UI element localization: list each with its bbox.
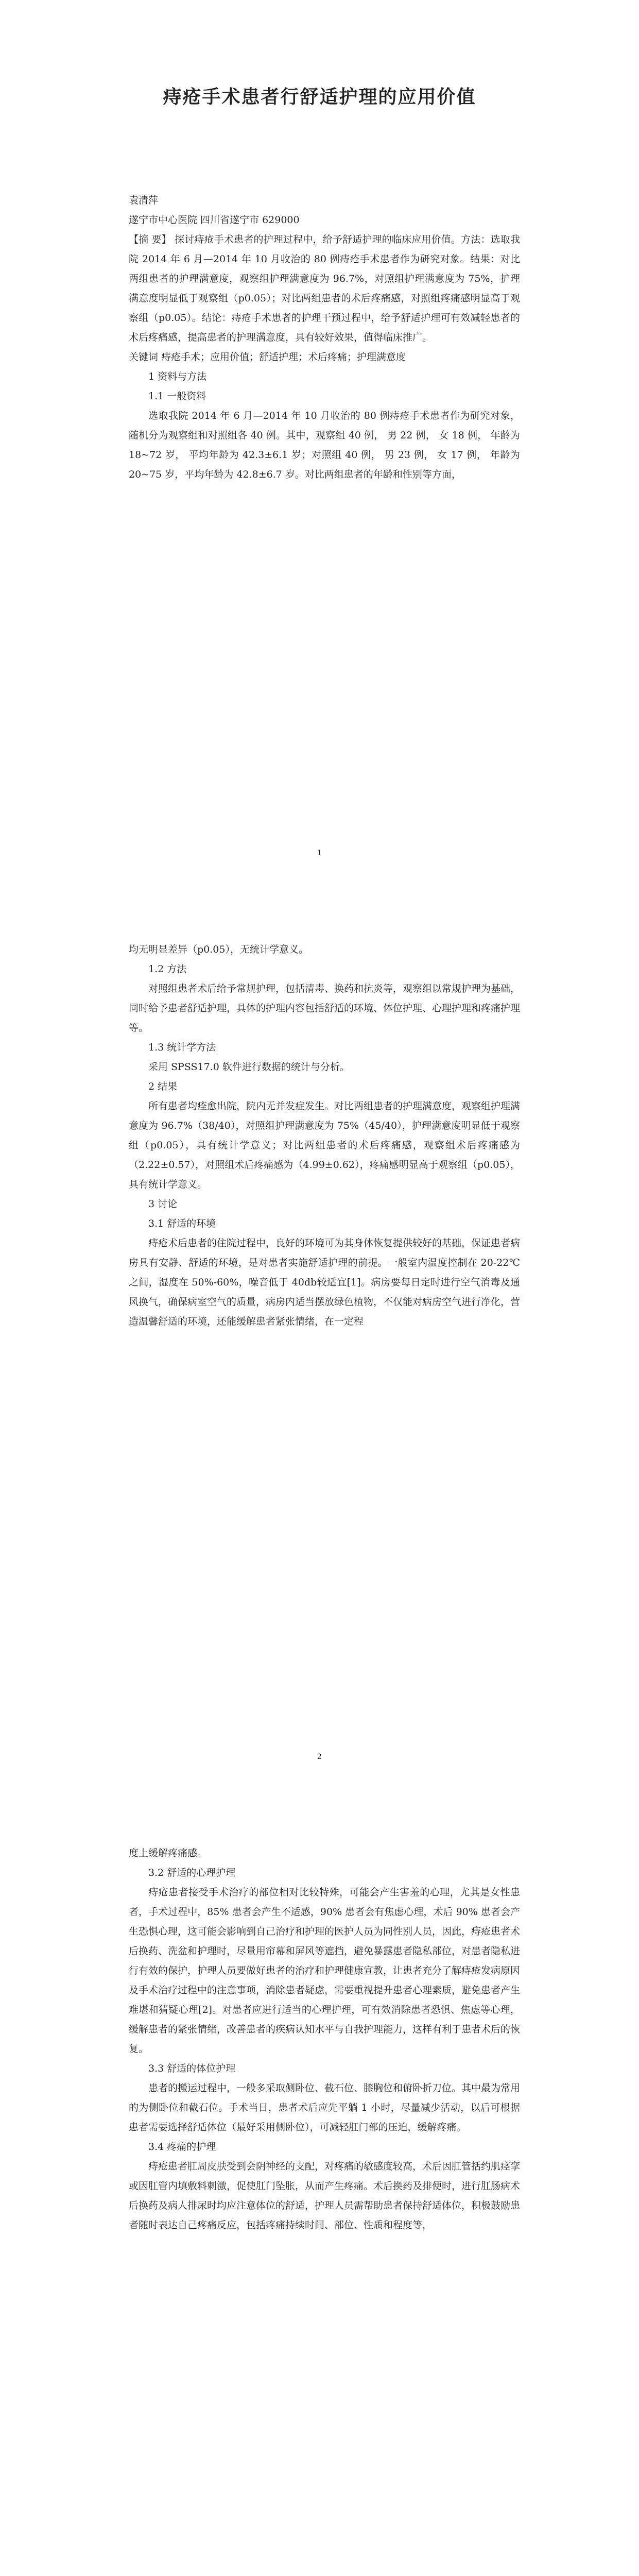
section-3-3-text: 患者的搬运过程中，一般多采取侧卧位、截石位、膝胸位和俯卧折刀位。其中最为常用的为侧卧位和截石位。手术当日，患者术后应先平躺 1 小时，尽量减少活动，以后可根据患者需要选择舒适体位（最好采用侧卧位），可减轻肛门部的压迫，缓解疼痛。 [129, 2082, 521, 2133]
section-3-1-continued: 度上缓解疼痛感。 [129, 1848, 208, 1859]
abstract: 【摘 要】 探讨痔疮手术患者的护理过程中，给予舒适护理的临床应用价值。方法：选取我院 2014 年 6 月—2014 年 10 月收治的 80 例痔疮手术患者作为研究对象。结果：对比两组患者的护理满意度，观察组护理满意度为 96.7%，对照组护理满意度为 75%，护理满意度明显低于观察组（p0.05）；对比两组患者的术后疼痛感，对照组疼痛感明显高于观察组（p0.05）。结论：痔疮手术患者的护理干预过程中，给予舒适护理可有效减轻患者的术后疼痛感，提高患者的护理满意度，具有较好效果，值得临床推广。 [129, 234, 520, 343]
section-3-heading: 3 讨论 [148, 1198, 178, 1210]
page-number: 1 [317, 849, 322, 857]
page-3 [0, 1807, 639, 2576]
section-2-heading: 2 结果 [148, 1081, 178, 1092]
section-3-2-text: 痔疮患者接受手术治疗的部位相对比较特殊，可能会产生害羞的心理，尤其是女性患者，手术过程中，85% 患者会产生不适感，90% 患者会有焦虑心理，术后 90% 患者会产生恐惧心理，这可能会影响到自己治疗和护理的医护人员为同性别人员，因此，痔疮患者术后换药、洗盆和护理时，尽量用帘幕和屏风等遮挡，避免暴露患者隐私部位，对患者隐私进行有效的保护，护理人员要做好患者的治疗和护理健康宣教，让患者充分了解痔疮发病原因及手术治疗过程中的注意事项，消除患者疑虑，需要重视提升患者心理素质，避免患者产生难堪和猜疑心理[2]。对患者应进行适当的心理护理，可有效消除患者恐惧、焦虑等心理，缓解患者的紧张情绪，改善患者的疾病认知水平与自我护理能力，这样有利于患者术后的恢复。 [129, 1887, 521, 2055]
section-1-3-text: 采用 SPSS17.0 软件进行数据的统计与分析。 [148, 1061, 350, 1073]
affiliation: 遂宁市中心医院 四川省遂宁市 629000 [129, 214, 300, 226]
page-1-content [129, 191, 520, 484]
section-3-1-heading: 3.1 舒适的环境 [148, 1218, 216, 1229]
section-1-1-heading: 1.1 一般资料 [148, 391, 206, 402]
section-3-2-heading: 3.2 舒适的心理护理 [148, 1867, 236, 1878]
page-1 [0, 0, 639, 904]
section-3-4-heading: 3.4 疼痛的护理 [148, 2141, 216, 2153]
section-1-3-heading: 1.3 统计学方法 [148, 1042, 216, 1053]
section-1-heading: 1 资料与方法 [148, 371, 207, 382]
section-3-3-heading: 3.3 舒适的体位护理 [148, 2063, 236, 2074]
section-1-1-text: 选取我院 2014 年 6 月—2014 年 10 月收治的 80 例痔疮手术患者作为研究对象，随机分为观察组和对照组各 40 例。其中，观察组 40 例， 男 22 例， 女 18 例， 年龄为 18~72 岁， 平均年龄为 42.3±6.1 岁；对照组 40 例， 男 23 例， 女 17 例， 年龄为 20~75 岁，平均年龄为 42.8±6.7 岁。对比两组患者的年龄和性别等方面， [129, 410, 520, 480]
section-3-1-text: 痔疮术后患者的住院过程中，良好的环境可为其身体恢复提供较好的基础，保证患者病房具有安静、舒适的环境，是对患者实施舒适护理的前提。一般室内温度控制在 20-22℃之间，湿度在 50%-60%，噪音低于 40db较适宜[1]。病房要每日定时进行空气消毒及通风换气，确保病室空气的质量，病房内适当摆放绿色植物，不仅能对病房空气进行净化，营造温馨舒适的环境，还能缓解患者紧张情绪，在一定程 [129, 1238, 521, 1327]
page-3-content [129, 1843, 520, 2235]
keywords: 关键词 痔疮手术；应用价值；舒适护理；术后疼痛；护理满意度 [129, 351, 406, 363]
section-1-1-continued: 均无明显差异（p0.05），无统计学意义。 [129, 944, 308, 955]
author: 袁清萍 [129, 195, 159, 206]
section-3-4-text: 痔疮患者肛周皮肤受到会阴神经的支配，对疼痛的敏感度较高，术后因肛管括约肌痉挛或因肛管内填敷料刺激，促使肛门坠胀，从而产生疼痛。术后换药及排便时，进行肛肠病术后换药及病人排尿时均应注意体位的舒适，护理人员需帮助患者保持舒适体位，积极鼓励患者随时表达自己疼痛反应，包括疼痛持续时间、部位、性质和程度等， [129, 2161, 521, 2231]
section-1-2-text: 对照组患者术后给予常规护理，包括清毒、换药和抗炎等，观察组以常规护理为基础，同时给予患者舒适护理，具体的护理内容包括舒适的环境、体位护理、心理护理和疼痛护理等。 [129, 983, 521, 1033]
page-2 [0, 904, 639, 1807]
section-1-2-heading: 1.2 方法 [148, 963, 187, 975]
page-number: 2 [317, 1753, 322, 1761]
section-2-text: 所有患者均痊愈出院，院内无并发症发生。对比两组患者的护理满意度，观察组护理满意度为 96.7%（38/40），对照组护理满意度为 75%（45/40），护理满意度明显低于观察组（p0.05），具有统计学意义；对比两组患者的术后疼痛感，观察组术后疼痛感为（2.22±0.57），对照组术后疼痛感为（4.99±0.62），疼痛感明显高于观察组（p0.05），具有统计学意义。 [129, 1100, 521, 1190]
page-2-content [129, 940, 520, 1331]
paper-title: 痔疮手术患者行舒适护理的应用价值 [163, 86, 476, 108]
